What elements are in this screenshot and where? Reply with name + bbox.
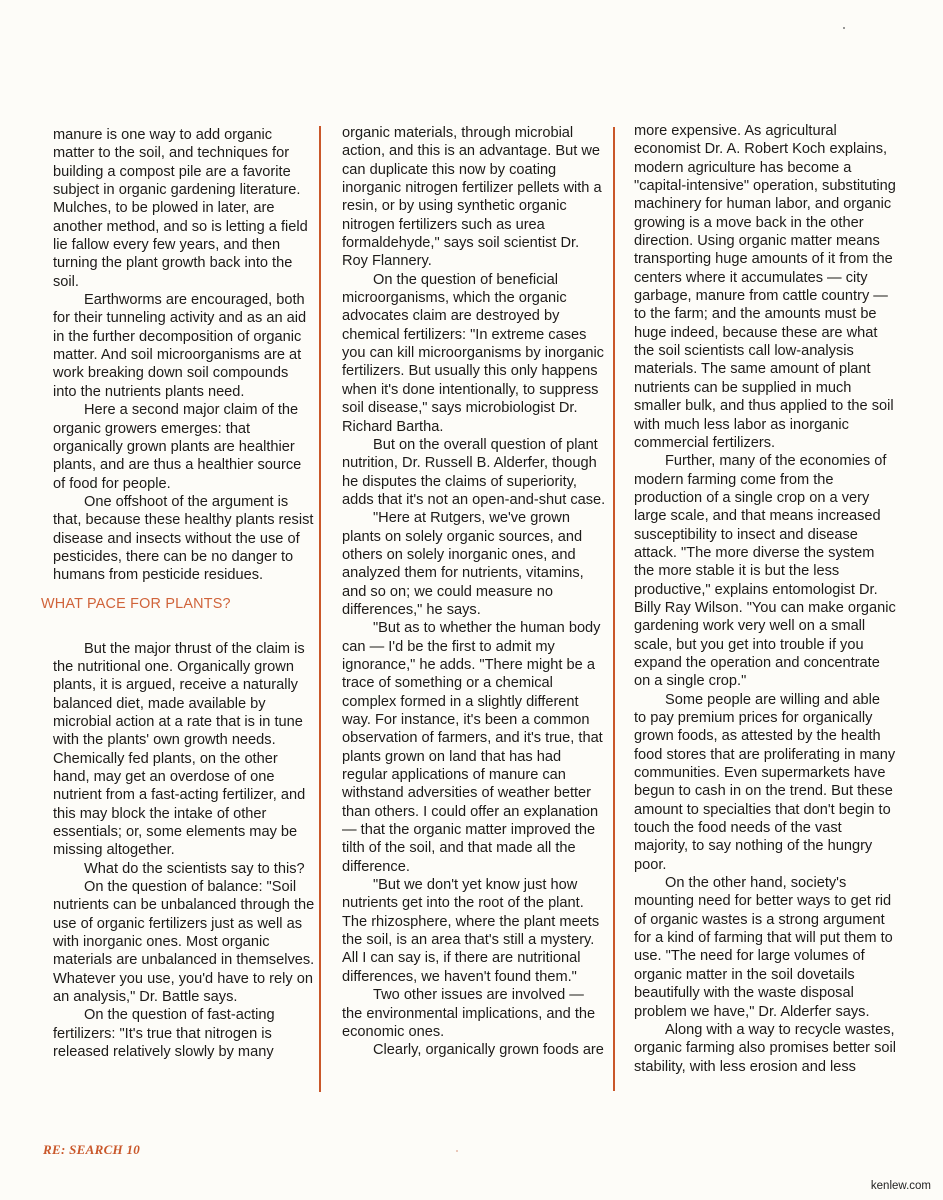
paragraph: "But we don't yet know just how nutrients get into the root of the plant. The rhizosphere, where the plant meets the soil, is an area that's still a mystery. All I can say is, if there are nutritional differences, we haven't found them." [342,877,600,985]
column-1 [41,126,315,1062]
column-divider-right [613,127,615,1091]
paragraph: Further, many of the economies of modern farming come from the production of a single crop on a very large scale, and that means increased susceptibility to insect and disease attack. "The more diverse the system the more stable it is but the less productive," explains entomologist Dr. Billy Ray Wilson. "You can make organic gardening work very well on a small scale, but you get into trouble if you expand the operation and concentrate on a single crop." [634,453,896,690]
column-2 [342,124,608,1060]
column-1-intro [53,126,315,585]
paragraph: On the question of balance: "Soil nutrients can be unbalanced through the use of organic fertilizers just as well as with inorganic ones. Most organic materials are unbalanced in themselves. Whatever you use, you'd have to rely on an analysis," Dr. Battle says. [53,879,315,1006]
column-divider-left [319,126,321,1092]
paragraph: "Here at Rutgers, we've grown plants on solely organic sources, and others on solely inorganic ones, and analyzed them for nutrients, vitamins, and so on; we could measure no differences," he says. [342,510,584,618]
page-footer-folio: RE: SEARCH 10 [43,1142,141,1157]
paragraph: What do the scientists say to this? [84,860,305,877]
speck [456,1150,458,1152]
paragraph: organic materials, through microbial action, and this is an advantage. But we can duplicate this now by coating inorganic nitrogen fertilizer pellets with a resin, or by using synthetic organic nitrogen fertilizers such as urea formaldehyde," says soil scientist Dr. Roy Flannery. [342,125,602,270]
paragraph: Some people are willing and able to pay premium prices for organically grown foods, as attested by the health food stores that are proliferating in many communities. Even supermarkets have begun to cash in on the trend. But these amount to specialties that don't begin to touch the food needs of the vast majority, to say nothing of the hungry poor. [634,691,896,873]
speck [843,27,845,29]
paragraph: On the question of beneficial microorganisms, which the organic advocates claim are destroyed by chemical fertilizers: "In extreme cases you can kill microorganisms by inorganic fertilizers. But usually this only happens when it's done intentionally, to suppress soil disease," says microbiologist Dr. Richard Bartha. [342,271,604,435]
paragraph: Here a second major claim of the organic growers emerges: that organically grown plants are healthier plants, and are thus a healthier source of food for people. [53,402,302,492]
section-heading: WHAT PACE FOR PLANTS? [41,595,231,612]
paragraph: But the major thrust of the claim is the nutritional one. Organically grown plants, it is argued, receive a naturally balanced diet, made available by microbial action at a rate that is in tune with the plants' own growth needs. Chemically fed plants, on the other hand, may get an overdose of one nutrient from a fast-acting fertilizer, and this may block the intake of other essentials; or, some elements may be missing altogether. [53,640,306,859]
paragraph: On the question of fast-acting fertilizers: "It's true that nitrogen is released relatively slowly by many [53,1007,275,1061]
paragraph: more expensive. As agricultural economist Dr. A. Robert Koch explains, modern agriculture has become a "capital-intensive" operation, substituting machinery for human labor, and organic growing is a move back in the other direction. Using organic matter means transporting huge amounts of it from the centers where it accumulates — city garbage, manure from cattle country — to the farm; and the amounts must be huge indeed, because these are what the soil scientists call low-analysis materials. The same amount of plant nutrients can be supplied in much smaller bulk, and thus applied to the soil with much less labor as inorganic commercial fertilizers. [634,123,896,451]
paragraph: But on the overall question of plant nutrition, Dr. Russell B. Alderfer, though he disputes the claims of superiority, adds that it's not an open-and-shut case. [342,436,606,508]
paragraph: One offshoot of the argument is that, because these healthy plants resist disease and insects without the use of pesticides, there can be no danger to humans from pesticide residues. [53,493,314,584]
paragraph: manure is one way to add organic matter to the soil, and techniques for building a compost pile are a favorite subject in organic gardening literature. Mulches, to be plowed in later, are another method, and so is letting a field lie fallow every few years, and then turning the plant growth back into the soil. [53,127,308,290]
watermark: kenlew.com [870,1180,931,1192]
column-3 [634,122,896,1076]
paragraph: Clearly, organically grown foods are [373,1042,604,1059]
paragraph: Earthworms are encouraged, both for their tunneling activity and as an aid in the further decomposition of organic matter. And soil microorganisms are at work breaking down soil compounds into the nutrients plants need. [53,292,307,400]
paragraph: "But as to whether the human body can — I'd be the first to admit my ignorance," he adds. "There might be a trace of something or a chemical complex formed in a slightly different way. For instance, it's been a common observation of farmers, and it's true, that plants grown on land that has had regular applications of manure can withstand adversities of weather better than others. I could offer an explanation — that the organic matter improved the tilth of the soil, and that made all the difference. [342,620,603,875]
paragraph: On the other hand, society's mounting need for better ways to get rid of organic wastes is a strong argument for a kind of farming that will put them to use. "The need for large volumes of organic matter in the soil dovetails beautifully with the waste disposal problem we have," Dr. Alderfer says. [634,875,893,1020]
paragraph: Along with a way to recycle wastes, organic farming also promises better soil stability, with less erosion and less [634,1021,896,1075]
paragraph: Two other issues are involved — the environmental implications, and the economic ones. [342,987,596,1040]
column-1-body [53,640,315,1062]
